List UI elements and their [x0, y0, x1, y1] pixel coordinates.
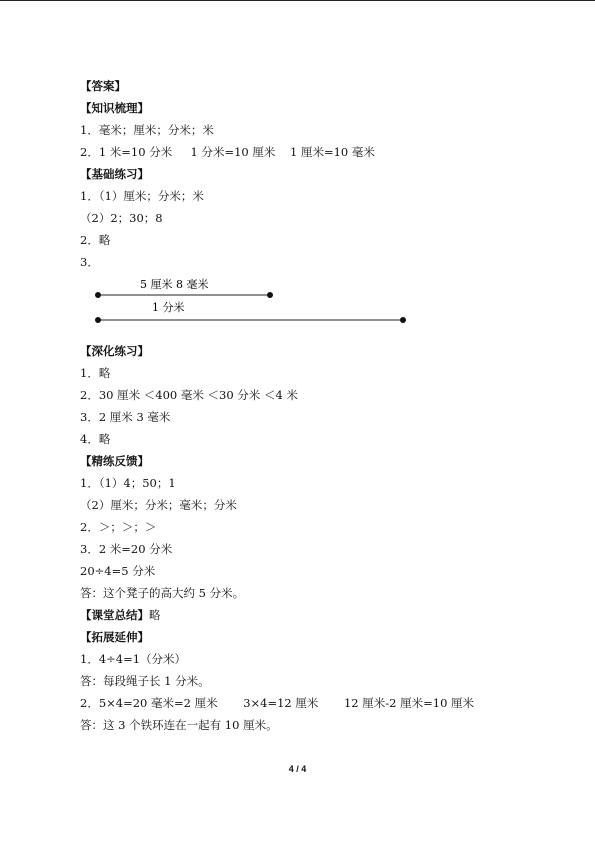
- deep-item-2: 2．30 厘米 ＜400 毫米 ＜30 分米 ＜4 米: [80, 388, 298, 402]
- basic-item-1-2: （2）2；30；8: [80, 211, 163, 225]
- page-number: 4 / 4: [288, 764, 307, 774]
- feedback-item-3-answer: 答：这个凳子的高大约 5 分米。: [80, 586, 245, 600]
- basic-item-2: 2．略: [80, 233, 111, 247]
- segment1-label: 5 厘米 8 毫米: [140, 278, 209, 291]
- basic-header: 【基础练习】: [80, 167, 149, 181]
- extend-item-2: 2．5×4=20 毫米=2 厘米 3×4=12 厘米 12 厘米-2 厘米=10 厘米: [80, 696, 475, 710]
- feedback-header: 【精练反馈】: [80, 454, 149, 468]
- basic-item-1: 1．（1）厘米；分米；米: [80, 189, 204, 203]
- knowledge-item-1: 1．毫米；厘米；分米；米: [80, 123, 214, 137]
- basic-item-3: 3．: [80, 255, 99, 269]
- segment2-start-point: [95, 317, 101, 323]
- extend-header: 【拓展延伸】: [80, 630, 149, 644]
- segment1-end-point: [267, 292, 273, 298]
- segment1-start-point: [95, 292, 101, 298]
- extend-item-2-answer: 答：这 3 个铁环连在一起有 10 厘米。: [80, 718, 278, 732]
- feedback-item-2: 2．＞；＞；＞: [80, 520, 157, 534]
- top-border: [0, 0, 595, 1]
- feedback-item-1-2: （2）厘米；分米；毫米；分米: [80, 498, 237, 512]
- knowledge-header: 【知识梳理】: [80, 101, 149, 115]
- deep-item-4: 4．略: [80, 432, 111, 446]
- knowledge-item-2: 2．1 米=10 分米 1 分米=10 厘米 1 厘米=10 毫米: [80, 145, 375, 159]
- summary-row: [80, 608, 161, 622]
- segment2-label: 1 分米: [152, 301, 185, 314]
- answer-header: 【答案】: [80, 79, 126, 93]
- deep-item-1: 1．略: [80, 366, 111, 380]
- feedback-item-1: 1．（1）4；50；1: [80, 476, 176, 490]
- segment2-end-point: [400, 317, 406, 323]
- deep-item-3: 3．2 厘米 3 毫米: [80, 410, 171, 424]
- feedback-item-3: 3．2 米=20 分米: [80, 542, 173, 556]
- summary-header: 【课堂总结】: [80, 608, 149, 622]
- extend-item-1-answer: 答：每段绳子长 1 分米。: [80, 674, 210, 688]
- summary-text: 略: [149, 608, 161, 622]
- feedback-item-3-calc: 20÷4=5 分米: [80, 564, 156, 578]
- segment-diagram: [80, 276, 420, 332]
- deep-header: 【深化练习】: [80, 344, 149, 358]
- extend-item-1: 1．4÷4=1（分米）: [80, 652, 187, 666]
